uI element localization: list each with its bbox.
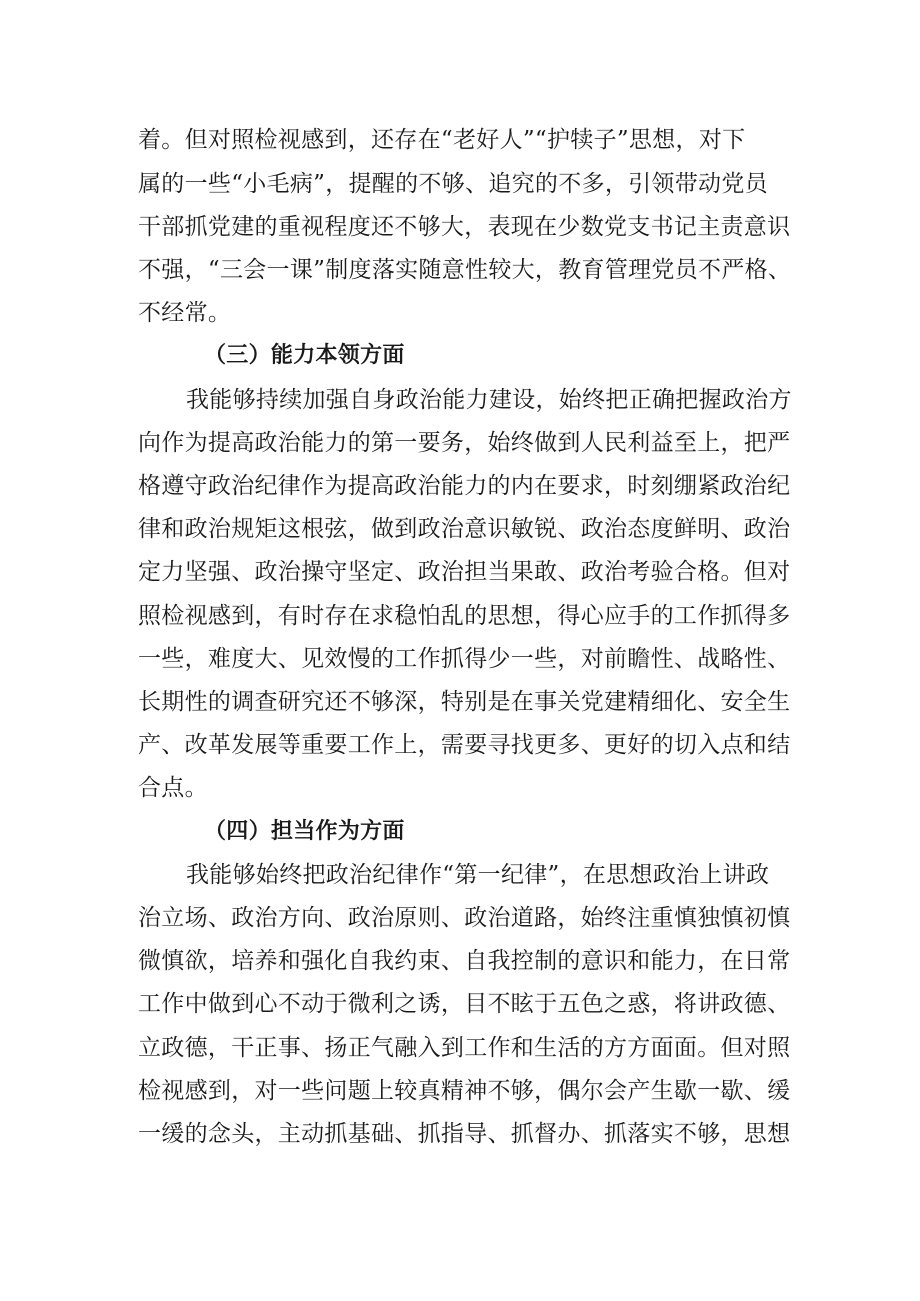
paragraph-line: 治立场、政治方向、政治原则、政治道路，始终注重慎独慎初慎: [138, 905, 791, 931]
paragraph-line: 产、改革发展等重要工作上，需要寻找更多、更好的切入点和结: [138, 732, 791, 758]
paragraph-line: 不经常。: [138, 300, 232, 326]
paragraph-line: 长期性的调查研究还不够深，特别是在事关党建精细化、安全生: [138, 689, 791, 715]
section-heading: （四）担当作为方面: [204, 819, 405, 844]
paragraph-line: 干部抓党建的重视程度还不够大，表现在少数党支书记主责意识: [138, 214, 791, 240]
paragraph-line: 属的一些“小毛病”，提醒的不够、追究的不多，引领带动党员: [138, 171, 768, 197]
paragraph-line: 一些，难度大、见效慢的工作抓得少一些，对前瞻性、战略性、: [138, 646, 791, 672]
paragraph-line: 我能够持续加强自身政治能力建设，始终把正确把握政治方: [186, 387, 792, 413]
paragraph-line: 律和政治规矩这根弦，做到政治意识敏锐、政治态度鲜明、政治: [138, 516, 791, 542]
paragraph-line: 照检视感到，有时存在求稳怕乱的思想，得心应手的工作抓得多: [138, 603, 791, 629]
paragraph-line: 检视感到，对一些问题上较真精神不够，偶尔会产生歇一歇、缓: [138, 1078, 791, 1104]
paragraph-line: 格遵守政治纪律作为提高政治能力的内在要求，时刻绷紧政治纪: [138, 473, 791, 499]
paragraph-line: 一缓的念头，主动抓基础、抓指导、抓督办、抓落实不够，思想: [138, 1121, 791, 1147]
paragraph-line: 着。但对照检视感到，还存在“老好人”“护犊子”思想，对下: [138, 127, 746, 153]
paragraph-line: 不强，“三会一课”制度落实随意性较大，教育管理党员不严格、: [138, 257, 792, 283]
paragraph-line: 工作中做到心不动于微利之诱，目不眩于五色之惑，将讲政德、: [138, 991, 791, 1017]
paragraph-line: 向作为提高政治能力的第一要务，始终做到人民利益至上，把严: [138, 430, 791, 456]
paragraph-line: 定力坚强、政治操守坚定、政治担当果敢、政治考验合格。但对: [138, 559, 791, 585]
paragraph-line: 我能够始终把政治纪律作“第一纪律”，在思想政治上讲政: [186, 862, 770, 888]
paragraph-line: 合点。: [138, 775, 208, 801]
paragraph-line: 立政德，干正事、扬正气融入到工作和生活的方方面面。但对照: [138, 1035, 791, 1061]
paragraph-line: 微慎欲，培养和强化自我约束、自我控制的意识和能力，在日常: [138, 948, 791, 974]
section-heading: （三）能力本领方面: [204, 343, 405, 368]
